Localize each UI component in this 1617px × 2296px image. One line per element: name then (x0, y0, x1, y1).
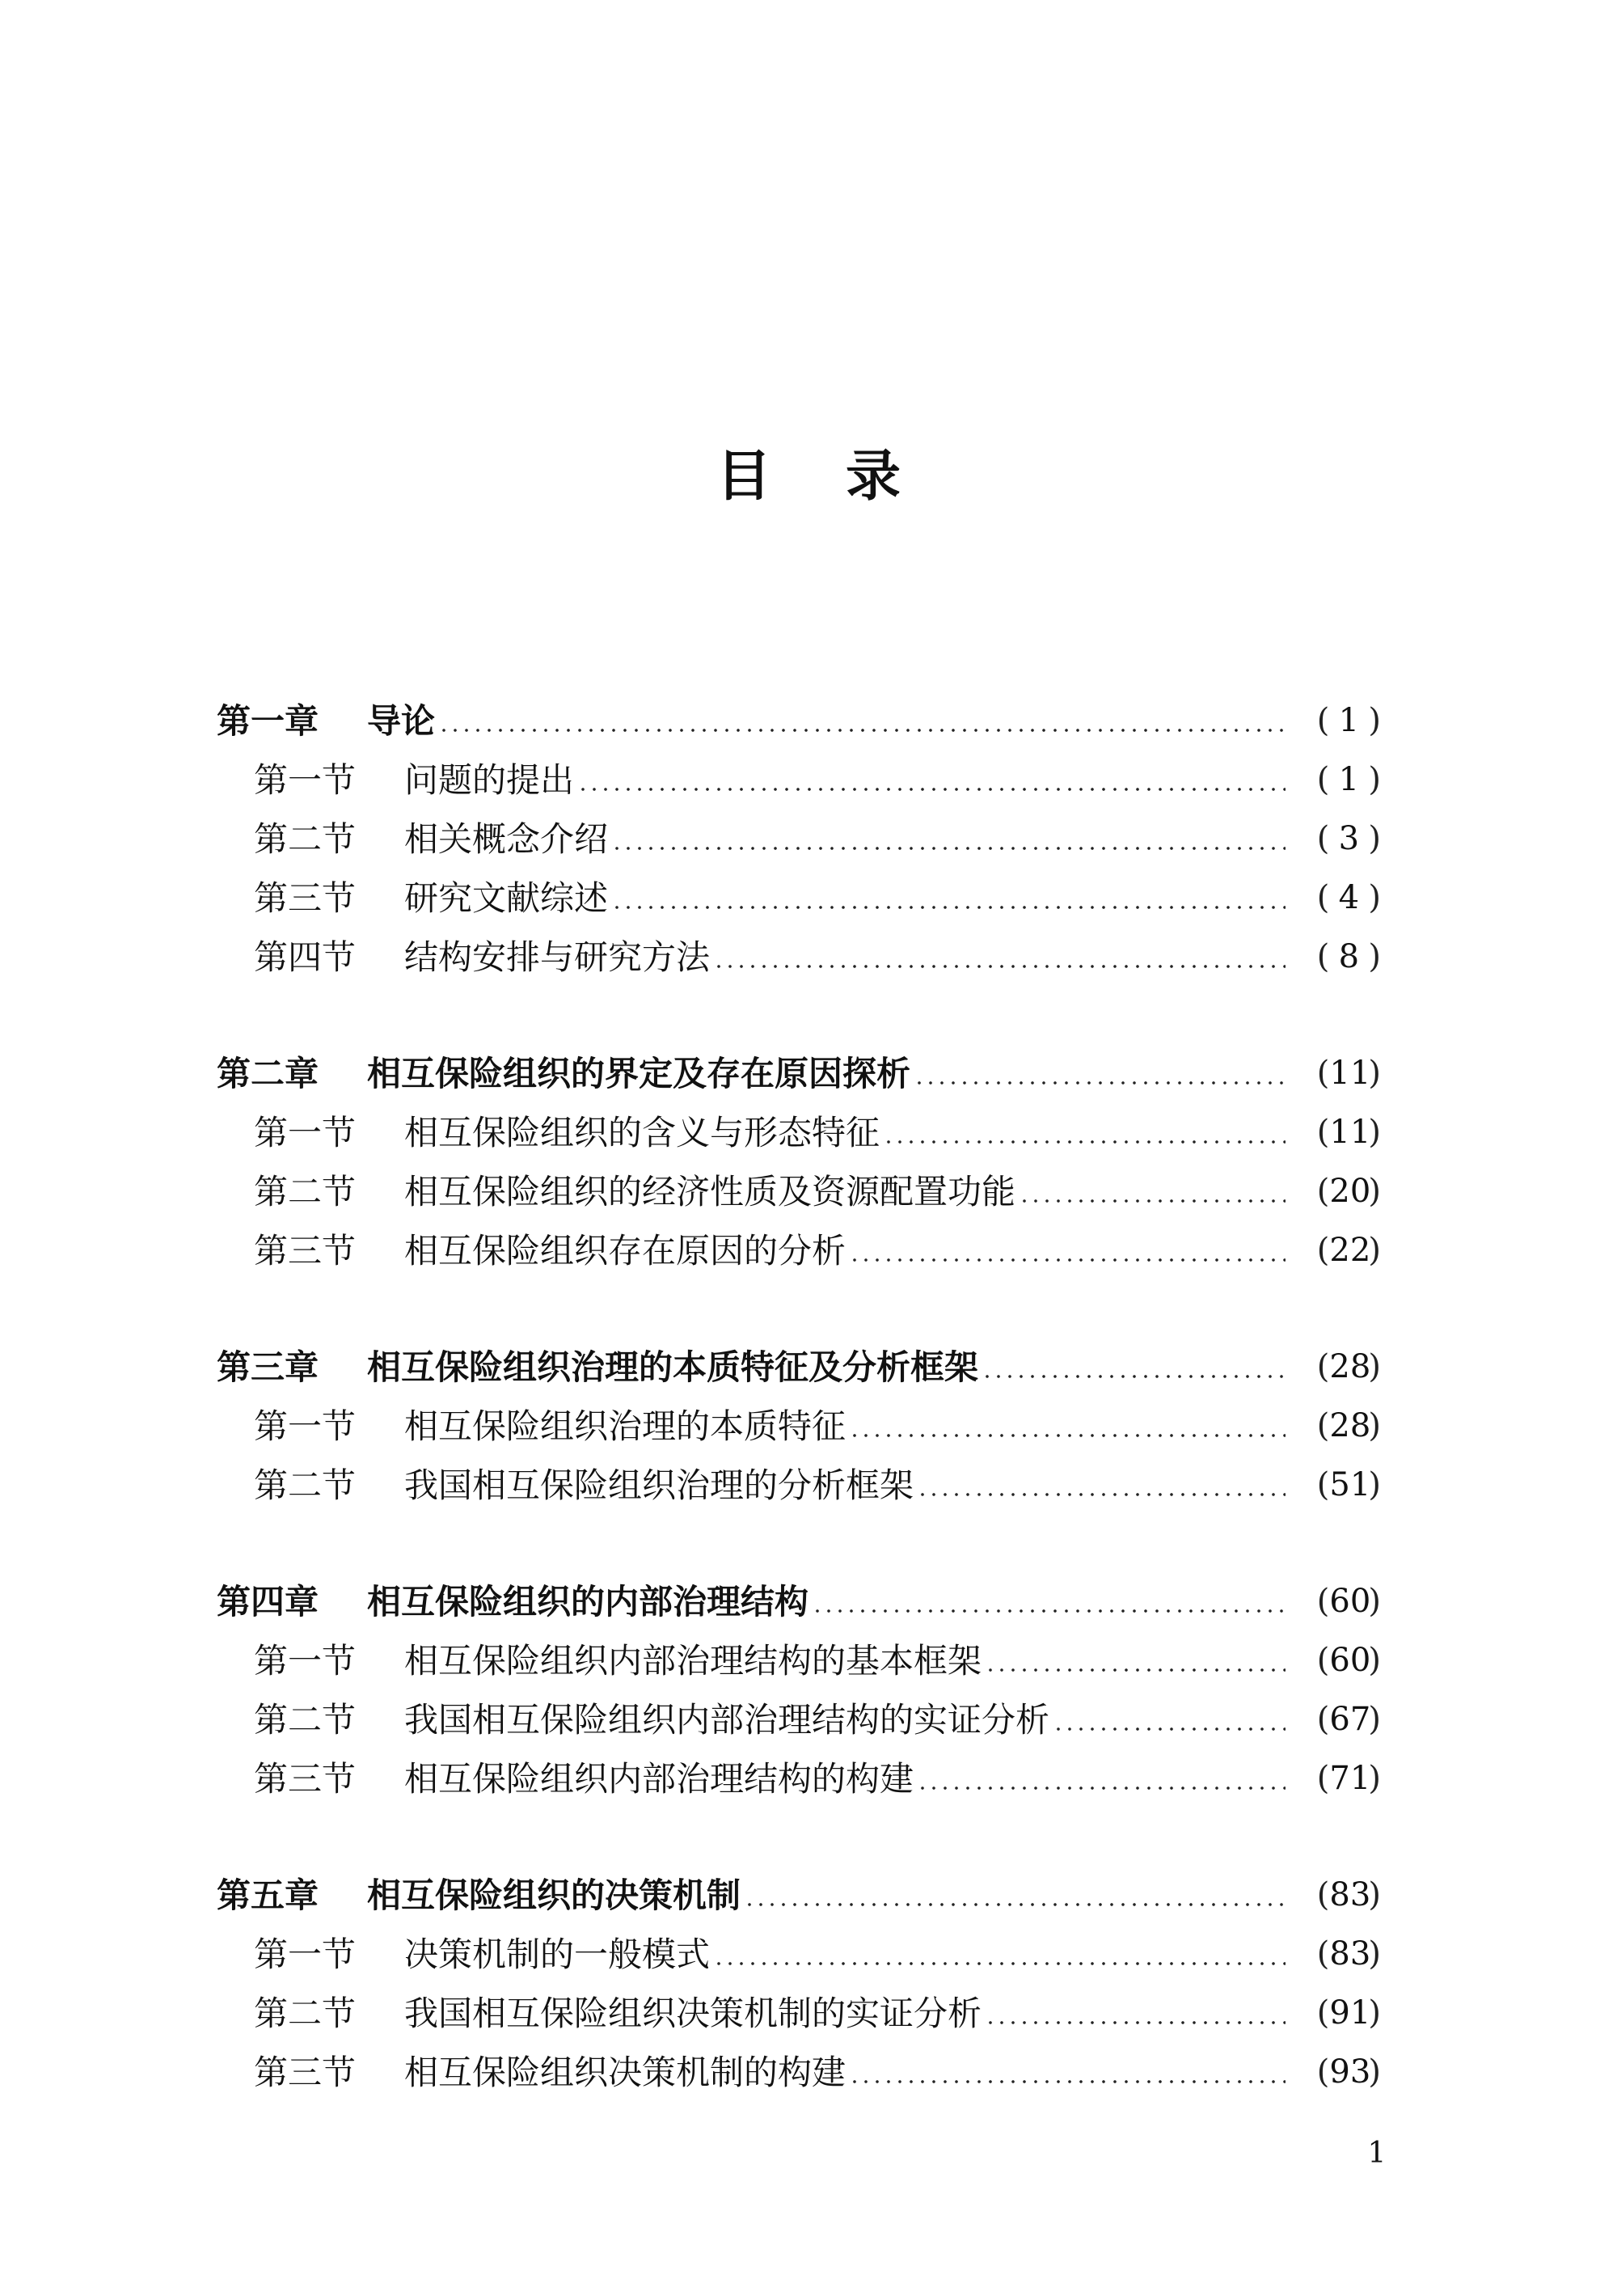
section-number: 第四节 (254, 937, 357, 977)
toc-chapter-entry[interactable] (217, 1338, 1381, 1397)
section-title: 我国相互保险组织内部治理结构的实证分析 (404, 1700, 1050, 1740)
section-title: 我国相互保险组织治理的分析框架 (404, 1465, 914, 1505)
page-number-value: 4 (1338, 879, 1360, 916)
section-title: 研究文献综述 (404, 878, 609, 918)
page-number: ( 3 ) (1290, 810, 1381, 869)
section-number: 第一节 (254, 1641, 357, 1681)
toc-section-entry[interactable] (217, 869, 1381, 928)
section-title: 问题的提出 (404, 760, 575, 800)
page-number: (93) (1290, 2043, 1381, 2102)
dot-leader (917, 1786, 1286, 1791)
section-number: 第二节 (254, 1994, 357, 2033)
page-number: (60) (1290, 1572, 1381, 1631)
page-title (0, 441, 1617, 514)
section-title: 决策机制的一般模式 (404, 1934, 711, 1974)
toc-chapter-entry[interactable] (217, 1572, 1381, 1631)
page-number-value: 1 (1338, 702, 1360, 739)
section-title: 相互保险组织内部治理结构的基本框架 (404, 1641, 982, 1681)
toc-section-entry[interactable] (217, 1221, 1381, 1280)
dot-leader (883, 1140, 1286, 1144)
page-number-value: 28 (1329, 1407, 1371, 1444)
page-number: (20) (1290, 1162, 1381, 1221)
page-number-value: 28 (1329, 1348, 1371, 1385)
section-title: 我国相互保险组织决策机制的实证分析 (404, 1994, 982, 2033)
section-number: 第一节 (254, 1113, 357, 1152)
chapter-number: 第一章 (217, 701, 319, 741)
page-number: (60) (1290, 1631, 1381, 1690)
chapter-title: 导论 (367, 701, 436, 741)
toc-section-entry[interactable] (217, 1162, 1381, 1221)
page-number: (51) (1290, 1456, 1381, 1515)
section-title: 相互保险组织存在原因的分析 (404, 1231, 846, 1271)
page-number: ( 1 ) (1290, 691, 1381, 751)
section-title: 相互保险组织的经济性质及资源配置功能 (404, 1172, 1016, 1211)
chapter-title: 相互保险组织治理的本质特征及分析框架 (367, 1347, 979, 1387)
table-of-contents (217, 691, 1381, 2159)
page-number-value: 91 (1329, 1994, 1371, 2032)
section-title: 相互保险组织内部治理结构的构建 (404, 1759, 914, 1799)
toc-section-entry[interactable] (217, 928, 1381, 987)
dot-leader (577, 787, 1286, 792)
page-number: (22) (1290, 1221, 1381, 1280)
page-number: (71) (1290, 1749, 1381, 1808)
toc-section-entry[interactable] (217, 1749, 1381, 1808)
dot-leader (1053, 1727, 1286, 1732)
toc-chapter-block (217, 1338, 1381, 1515)
section-number: 第二节 (254, 819, 357, 859)
dot-leader (982, 1374, 1286, 1379)
page-number-value: 11 (1329, 1055, 1371, 1092)
page-number: (11) (1290, 1044, 1381, 1103)
dot-leader (812, 1609, 1286, 1613)
toc-section-entry[interactable] (217, 751, 1381, 810)
dot-leader (438, 728, 1286, 733)
dot-leader (985, 2020, 1286, 2025)
dot-leader (1019, 1199, 1286, 1203)
toc-chapter-entry[interactable] (217, 1866, 1381, 1925)
chapter-title: 相互保险组织的内部治理结构 (367, 1582, 809, 1622)
chapter-number: 第四章 (217, 1582, 319, 1622)
dot-leader (713, 1961, 1286, 1966)
toc-section-entry[interactable] (217, 1984, 1381, 2043)
page-folio: 1 (1367, 2137, 1387, 2170)
chapter-number: 第三章 (217, 1347, 319, 1387)
section-number: 第三节 (254, 1759, 357, 1799)
toc-chapter-block (217, 1866, 1381, 2102)
page-number-value: 20 (1329, 1173, 1371, 1210)
section-title: 相关概念介绍 (404, 819, 609, 859)
page-number: (91) (1290, 1984, 1381, 2043)
section-number: 第三节 (254, 1231, 357, 1271)
page-title-part2: 录 (846, 445, 901, 509)
page-title-part1: 目 (716, 445, 771, 509)
dot-leader (849, 1433, 1286, 1438)
page-number: ( 1 ) (1290, 751, 1381, 810)
toc-section-entry[interactable] (217, 1690, 1381, 1749)
dot-leader (849, 2079, 1286, 2084)
chapter-title: 相互保险组织的界定及存在原因探析 (367, 1054, 911, 1093)
dot-leader (611, 905, 1286, 910)
section-title: 相互保险组织的含义与形态特征 (404, 1113, 880, 1152)
page-number: ( 8 ) (1290, 928, 1381, 987)
page-number-value: 67 (1329, 1701, 1371, 1738)
dot-leader (744, 1902, 1286, 1907)
page-number: (67) (1290, 1690, 1381, 1749)
page-number-value: 60 (1329, 1642, 1371, 1679)
section-title: 相互保险组织决策机制的构建 (404, 2053, 846, 2092)
toc-section-entry[interactable] (217, 810, 1381, 869)
section-title: 相互保险组织治理的本质特征 (404, 1406, 846, 1446)
page-number: (83) (1290, 1925, 1381, 1984)
page-number-value: 93 (1329, 2053, 1371, 2091)
section-number: 第一节 (254, 760, 357, 800)
page-number-value: 1 (1338, 761, 1360, 798)
dot-leader (914, 1080, 1286, 1085)
toc-chapter-block (217, 1572, 1381, 1808)
section-title: 结构安排与研究方法 (404, 937, 711, 977)
chapter-title: 相互保险组织的决策机制 (367, 1875, 741, 1915)
section-number: 第三节 (254, 2053, 357, 2092)
page-number-value: 71 (1329, 1760, 1371, 1797)
page-number-value: 83 (1329, 1935, 1371, 1973)
page-number-value: 8 (1338, 938, 1360, 975)
page-number-value: 51 (1329, 1466, 1371, 1503)
section-number: 第二节 (254, 1465, 357, 1505)
page-number: (83) (1290, 1866, 1381, 1925)
dot-leader (849, 1258, 1286, 1262)
page-number: (28) (1290, 1397, 1381, 1456)
toc-section-entry[interactable] (217, 2043, 1381, 2102)
toc-chapter-entry[interactable] (217, 691, 1381, 751)
toc-section-entry[interactable] (217, 1397, 1381, 1456)
dot-leader (985, 1668, 1286, 1672)
toc-chapter-block (217, 1044, 1381, 1280)
dot-leader (713, 964, 1286, 969)
toc-section-entry[interactable] (217, 1631, 1381, 1690)
dot-leader (917, 1492, 1286, 1497)
section-number: 第二节 (254, 1700, 357, 1740)
page-number-value: 83 (1329, 1876, 1371, 1913)
page-number: (28) (1290, 1338, 1381, 1397)
section-number: 第一节 (254, 1406, 357, 1446)
page-number: ( 4 ) (1290, 869, 1381, 928)
page-number: (11) (1290, 1103, 1381, 1162)
page-number-value: 3 (1338, 820, 1360, 857)
dot-leader (611, 846, 1286, 851)
chapter-number: 第二章 (217, 1054, 319, 1093)
page-number-value: 22 (1329, 1232, 1371, 1269)
toc-chapter-entry[interactable] (217, 1044, 1381, 1103)
section-number: 第三节 (254, 878, 357, 918)
toc-section-entry[interactable] (217, 1925, 1381, 1984)
page-number-value: 11 (1329, 1114, 1371, 1151)
chapter-number: 第五章 (217, 1875, 319, 1915)
toc-section-entry[interactable] (217, 1456, 1381, 1515)
section-number: 第一节 (254, 1934, 357, 1974)
toc-chapter-block (217, 691, 1381, 987)
toc-section-entry[interactable] (217, 1103, 1381, 1162)
page-number-value: 60 (1329, 1583, 1371, 1620)
section-number: 第二节 (254, 1172, 357, 1211)
